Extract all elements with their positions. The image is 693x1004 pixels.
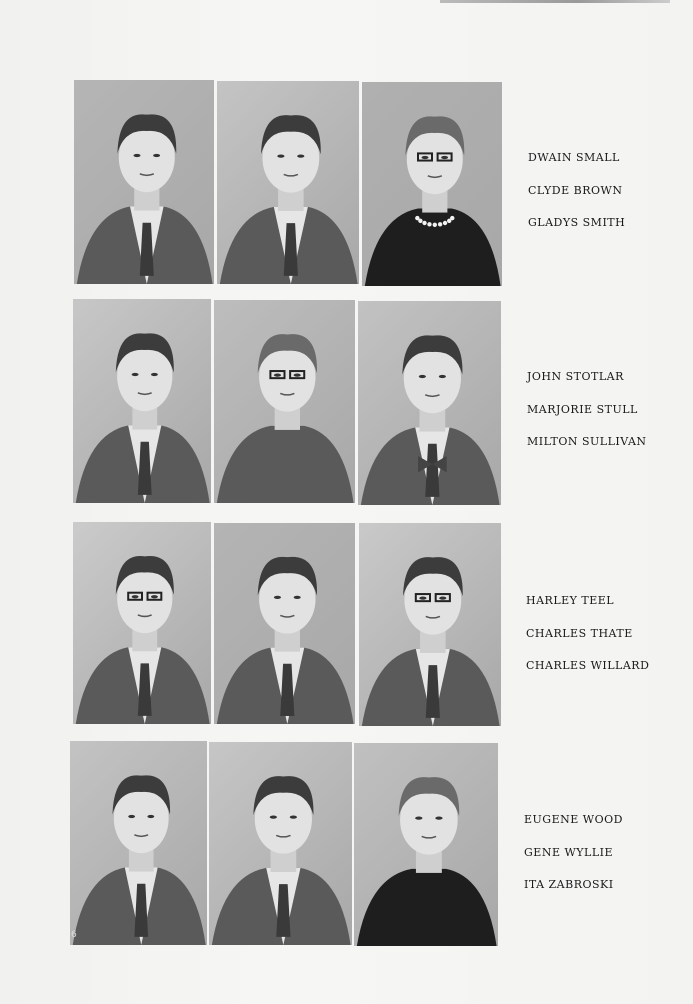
names-list-4 xyxy=(524,813,623,911)
portrait-clyde-brown xyxy=(217,81,359,284)
portrait-silhouette xyxy=(354,743,498,946)
name-label: HARLEY TEEL xyxy=(526,594,615,607)
portrait-silhouette xyxy=(214,523,355,724)
name-label: MILTON SULLIVAN xyxy=(527,435,647,448)
portrait-gene-wyllie xyxy=(209,742,352,945)
portrait-silhouette xyxy=(214,300,355,503)
portrait-charles-willard xyxy=(359,523,501,726)
portrait-silhouette xyxy=(217,81,359,284)
name-label: CHARLES WILLARD xyxy=(526,659,650,672)
page-number: 6 xyxy=(71,930,77,940)
name-label: JOHN STOTLAR xyxy=(527,370,624,383)
name-label: DWAIN SMALL xyxy=(528,151,620,164)
portrait-silhouette xyxy=(362,82,502,286)
portrait-dwain-small xyxy=(74,80,214,284)
portrait-silhouette xyxy=(74,80,214,284)
names-list-3 xyxy=(526,594,649,692)
page-edge xyxy=(440,0,670,3)
portrait-gladys-smith xyxy=(362,82,502,286)
portrait-eugene-wood xyxy=(70,741,207,945)
portrait-silhouette xyxy=(70,741,207,945)
portrait-silhouette xyxy=(209,742,352,945)
portrait-silhouette xyxy=(73,522,211,724)
portrait-silhouette xyxy=(359,523,501,726)
portrait-marjorie-stull xyxy=(214,300,355,503)
portrait-harley-teel xyxy=(73,522,211,724)
portrait-milton-sullivan xyxy=(358,301,501,505)
portrait-john-stotlar xyxy=(73,299,211,503)
name-label: EUGENE WOOD xyxy=(524,813,623,826)
names-list-1 xyxy=(528,151,625,249)
name-label: GLADYS SMITH xyxy=(528,216,626,229)
name-label: ITA ZABROSKI xyxy=(524,878,614,891)
portrait-silhouette xyxy=(73,299,211,503)
portrait-ita-zabroski xyxy=(354,743,498,946)
names-list-2 xyxy=(527,370,647,468)
name-label: CLYDE BROWN xyxy=(528,183,623,197)
portrait-silhouette xyxy=(358,301,501,505)
portrait-charles-thate xyxy=(214,523,355,724)
name-label: CHARLES THATE xyxy=(526,626,633,640)
name-label: MARJORIE STULL xyxy=(527,402,638,416)
name-label: GENE WYLLIE xyxy=(524,845,614,859)
